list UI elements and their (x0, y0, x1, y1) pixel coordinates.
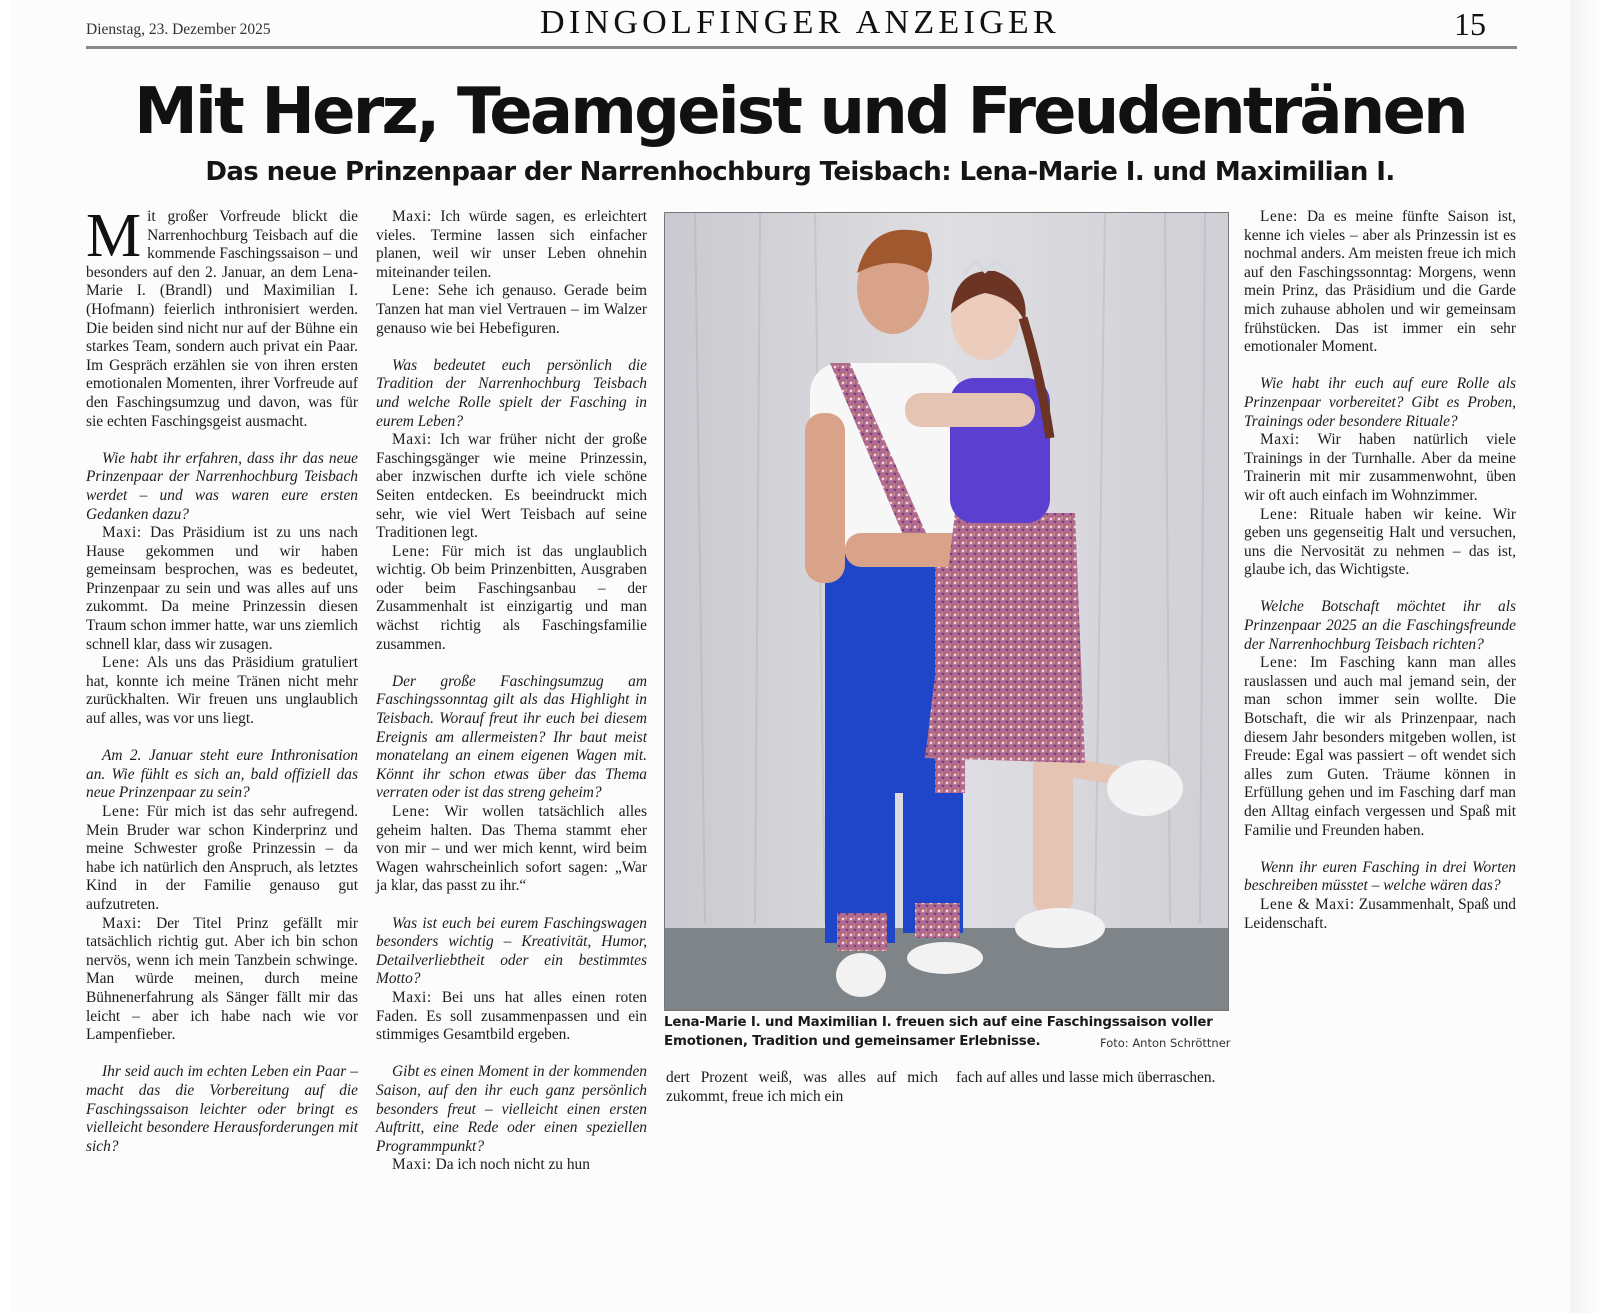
answer-text: Ich war früher nicht der große Faschingsgänger wie meine Prinzessin, aber inzwischen durfte ich viele schöne Seiten entdecken. Es beeindruckt mich sehr, wie viel Wert Teisbach auf seine Traditionen legt. (376, 431, 647, 542)
interview-answer (376, 1156, 647, 1175)
interview-question: Welche Botschaft möchtet ihr als Prinzenpaar 2025 an die Faschingsfreunde der Narrenhochburg Teisbach richten? (1244, 598, 1516, 653)
answer-text: Rituale haben wir keine. Wir geben uns gegenseitig Halt und versuchen, uns die Nervosität zu nehmen – das ist, glaube ich, das Wichtigste. (1244, 505, 1516, 579)
header-rule (86, 46, 1517, 49)
speaker-label: Lene: (392, 803, 431, 820)
interview-question: Gibt es einen Moment in der kommenden Saison, auf den ihr euch ganz persönlich besonders freut – vielleicht einen ersten Auftritt, eine Rede oder einen speziellen Programmpunkt? (376, 1063, 647, 1155)
interview-answer (376, 208, 647, 282)
speaker-label: Maxi: (392, 208, 432, 225)
photo-credit: Foto: Anton Schröttner (1100, 1036, 1231, 1050)
speaker-label: Lene: (392, 282, 431, 300)
interview-answer (376, 803, 647, 896)
answer-text: Sehe ich genauso. Gerade beim Tanzen hat man viel Vertrauen – im Walzer genauso wie bei Hebefiguren. (376, 282, 647, 337)
article-column-4 (1244, 208, 1516, 933)
interview-question: Der große Faschingsumzug am Faschingssonntag gilt als das Highlight in Teisbach. Worauf freut ihr euch bei diesem Ereignis am allermeisten? Ihr baut meist monatelang an einem eigenen Wagen mit. Könnt ihr schon etwas über das Thema verraten oder ist das streng geheim? (376, 672, 647, 802)
interview-question: Was bedeutet euch persönlich die Tradition der Narrenhochburg Teisbach und welche Rolle spielt der Fasching in eurem Leben? (376, 356, 647, 430)
speaker-label: Maxi: (392, 431, 432, 449)
interview-answer (86, 524, 358, 654)
answer-continuation: fach auf alles und lasse mich überraschen. (956, 1069, 1216, 1086)
answer-text: Wir wollen tatsächlich alles geheim halten. Das Thema stammt eher von mir – und wer mich kennt, wird beim Wagen wahrscheinlich sofort sagen: „War ja klar, das passt zu ihr.“ (376, 803, 647, 895)
answer-text: Wir haben natürlich viele Trainings in der Turnhalle. Aber da meine Trainerin mit mir zusammenwohnt, üben wir oft auch einfach im Wohnzimmer. (1244, 431, 1516, 504)
speaker-label: Lene: (1260, 505, 1299, 523)
interview-answer (86, 915, 358, 1045)
intro-text: it großer Vorfreude blickt die Narrenhochburg Teisbach auf die kommende Faschingssaison – und besonders auf den 2. Januar, an dem Lena-Marie I. (Brandl) und Maximilian I. (Hofmann) feierlich inthronisiert werden. Die beiden sind nicht nur auf der Bühne ein starkes Team, sondern auch privat ein Paar. Im Gespräch erzählen sie von ihren ersten emotionalen Momenten, ihrer Vorfreude auf den Faschingsumzug und davon, was für sie echten Faschingsgeist ausmacht. (86, 208, 358, 430)
answer-text: Das Präsidium ist zu uns nach Hause gekommen und wir haben gemeinsam besprochen, was es bedeutet, Prinzenpaar zu sein und was alles auf uns zukommt. Da meine Prinzessin diesen Traum schon immer hatte, war uns ziemlich schnell klar, dass wir zusagen. (86, 524, 358, 653)
interview-answer (1244, 431, 1516, 505)
interview-answer (1244, 896, 1516, 933)
answer-continuation: dert Prozent weiß, was alles auf mich zukommt, freue ich mich ein (666, 1069, 938, 1105)
interview-answer (376, 989, 647, 1045)
article-column-1 (86, 202, 358, 1156)
interview-answer (376, 282, 647, 338)
speaker-label: Lene: (1260, 654, 1299, 672)
answer-text: Für mich ist das sehr aufregend. Mein Bruder war schon Kinderprinz und meine Schwester große Prinzessin – da habe ich natürlich den Anspruch, als letztes Kind in der Familie genauso gut aufzutreten. (86, 803, 358, 913)
answer-text: Bei uns hat alles einen roten Faden. Es soll zusammenpassen und ein stimmiges Gesamtbild ergeben. (376, 988, 647, 1044)
interview-question: Am 2. Januar steht eure Inthronisation an. Wie fühlt es sich an, bald offiziell das neue Prinzenpaar zu sein? (86, 747, 358, 802)
answer-text: Da ich noch nicht zu hun (431, 1156, 590, 1174)
article-subheadline: Das neue Prinzenpaar der Narrenhochburg Teisbach: Lena-Marie I. und Maximilian I. (205, 157, 1395, 187)
prince-couple-photo (664, 212, 1229, 1011)
answer-text: Zusammenhalt, Spaß und Leidenschaft. (1244, 895, 1516, 932)
interview-answer (86, 803, 358, 915)
answer-text: Im Fasching kann man alles rauslassen und auch mal jemand sein, der man schon immer sein wollte. Die Botschaft, die wir als Prinzenpaar, nach diesem Jahr besonders mitgeben wollen, ist Freude: Egal was passiert – oft wendet sich alles zum Guten. Träume können in Erfüllung gehen und im Fasching darf man den Alltag einfach vergessen und Spaß mit Familie und Freunden haben. (1244, 654, 1516, 839)
speaker-label: Lene: (102, 803, 141, 820)
article-column-2 (376, 208, 647, 1175)
interview-question: Ihr seid auch im echten Leben ein Paar – macht das die Vorbereitung auf die Faschingssaison leichter oder bringt es vielleicht besondere Herausforderungen mit sich? (86, 1063, 358, 1155)
interview-answer (1244, 654, 1516, 840)
answer-text: Ich würde sagen, es erleichtert vieles. Termine lassen sich einfacher planen, weil wir unser Leben ohnehin miteinander teilen. (376, 208, 647, 281)
answer-text: Da es meine fünfte Saison ist, kenne ich vieles – aber als Prinzessin ist es nochmal anders. Am meisten freue ich mich auf den Faschingssonntag: Morgens, wenn mein Prinz, das Präsidium und die Garde mich zuhause abholen und wir gemeinsam frühstücken. Das ist immer ein sehr emotionaler Moment. (1244, 208, 1516, 356)
intro-paragraph (86, 202, 358, 431)
interview-question: Wie habt ihr erfahren, dass ihr das neue Prinzenpaar der Narrenhochburg Teisbach werdet – und was waren eure ersten Gedanken dazu? (86, 449, 358, 523)
speaker-label: Lene: (392, 542, 431, 560)
article-column-3a (666, 1069, 938, 1106)
speaker-label: Maxi: (392, 1156, 432, 1174)
photo-illustration (665, 213, 1228, 1010)
interview-answer (376, 431, 647, 543)
interview-answer (376, 543, 647, 655)
speaker-label: Lene: (1260, 208, 1299, 225)
answer-text: Für mich ist das unglaublich wichtig. Ob beim Prinzenbitten, Ausgraben oder beim Faschingsanbau – der Zusammenhalt ist einzigartig und man wächst richtig als Faschingsfamilie zusammen. (376, 542, 647, 653)
page-edge (1570, 0, 1600, 1313)
interview-question: Wenn ihr euren Fasching in drei Worten beschreiben müsstet – welche wären das? (1244, 858, 1516, 895)
speaker-label: Maxi: (392, 988, 432, 1006)
interview-answer (86, 654, 358, 728)
interview-answer (1244, 506, 1516, 580)
interview-answer (1244, 208, 1516, 357)
newspaper-name: DINGOLFINGER ANZEIGER (540, 4, 1060, 41)
page-number: 15 (1454, 6, 1486, 42)
answer-text: Als uns das Präsidium gratuliert hat, konnte ich meine Tränen nicht mehr zurückhalten. Wir freuen uns unglaublich auf alles, was vor uns liegt. (86, 654, 358, 728)
speaker-label: Lene & Maxi: (1260, 895, 1355, 913)
interview-question: Wie habt ihr euch auf eure Rolle als Prinzenpaar vorbereitet? Gibt es Proben, Trainings oder besondere Rituale? (1244, 375, 1516, 430)
article-headline: Mit Herz, Teamgeist und Freudentränen (134, 75, 1466, 149)
article-column-3b (956, 1069, 1228, 1088)
issue-date: Dienstag, 23. Dezember 2025 (86, 21, 271, 38)
speaker-label: Maxi: (1260, 431, 1300, 449)
photo-caption: Lena-Marie I. und Maximilian I. freuen sich auf eine Faschingssaison voller Emotionen, Tradition und gemeinsamer Erlebnisse. (664, 1015, 1213, 1049)
speaker-label: Maxi: (102, 524, 142, 542)
drop-cap: M (86, 202, 142, 270)
speaker-label: Lene: (102, 654, 141, 672)
interview-question: Was ist euch bei eurem Faschingswagen besonders wichtig – Kreativität, Humor, Detailverliebtheit oder ein bestimmtes Motto? (376, 914, 647, 988)
speaker-label: Maxi: (102, 914, 142, 932)
answer-text: Der Titel Prinz gefällt mir tatsächlich richtig gut. Aber ich bin schon nervös, wenn ich mein Tanzbein schwinge. Man würde meinen, durch meine Bühnenerfahrung als Sänger fällt mir das leicht – aber ich habe nach wie vor Lampenfieber. (86, 914, 358, 1044)
